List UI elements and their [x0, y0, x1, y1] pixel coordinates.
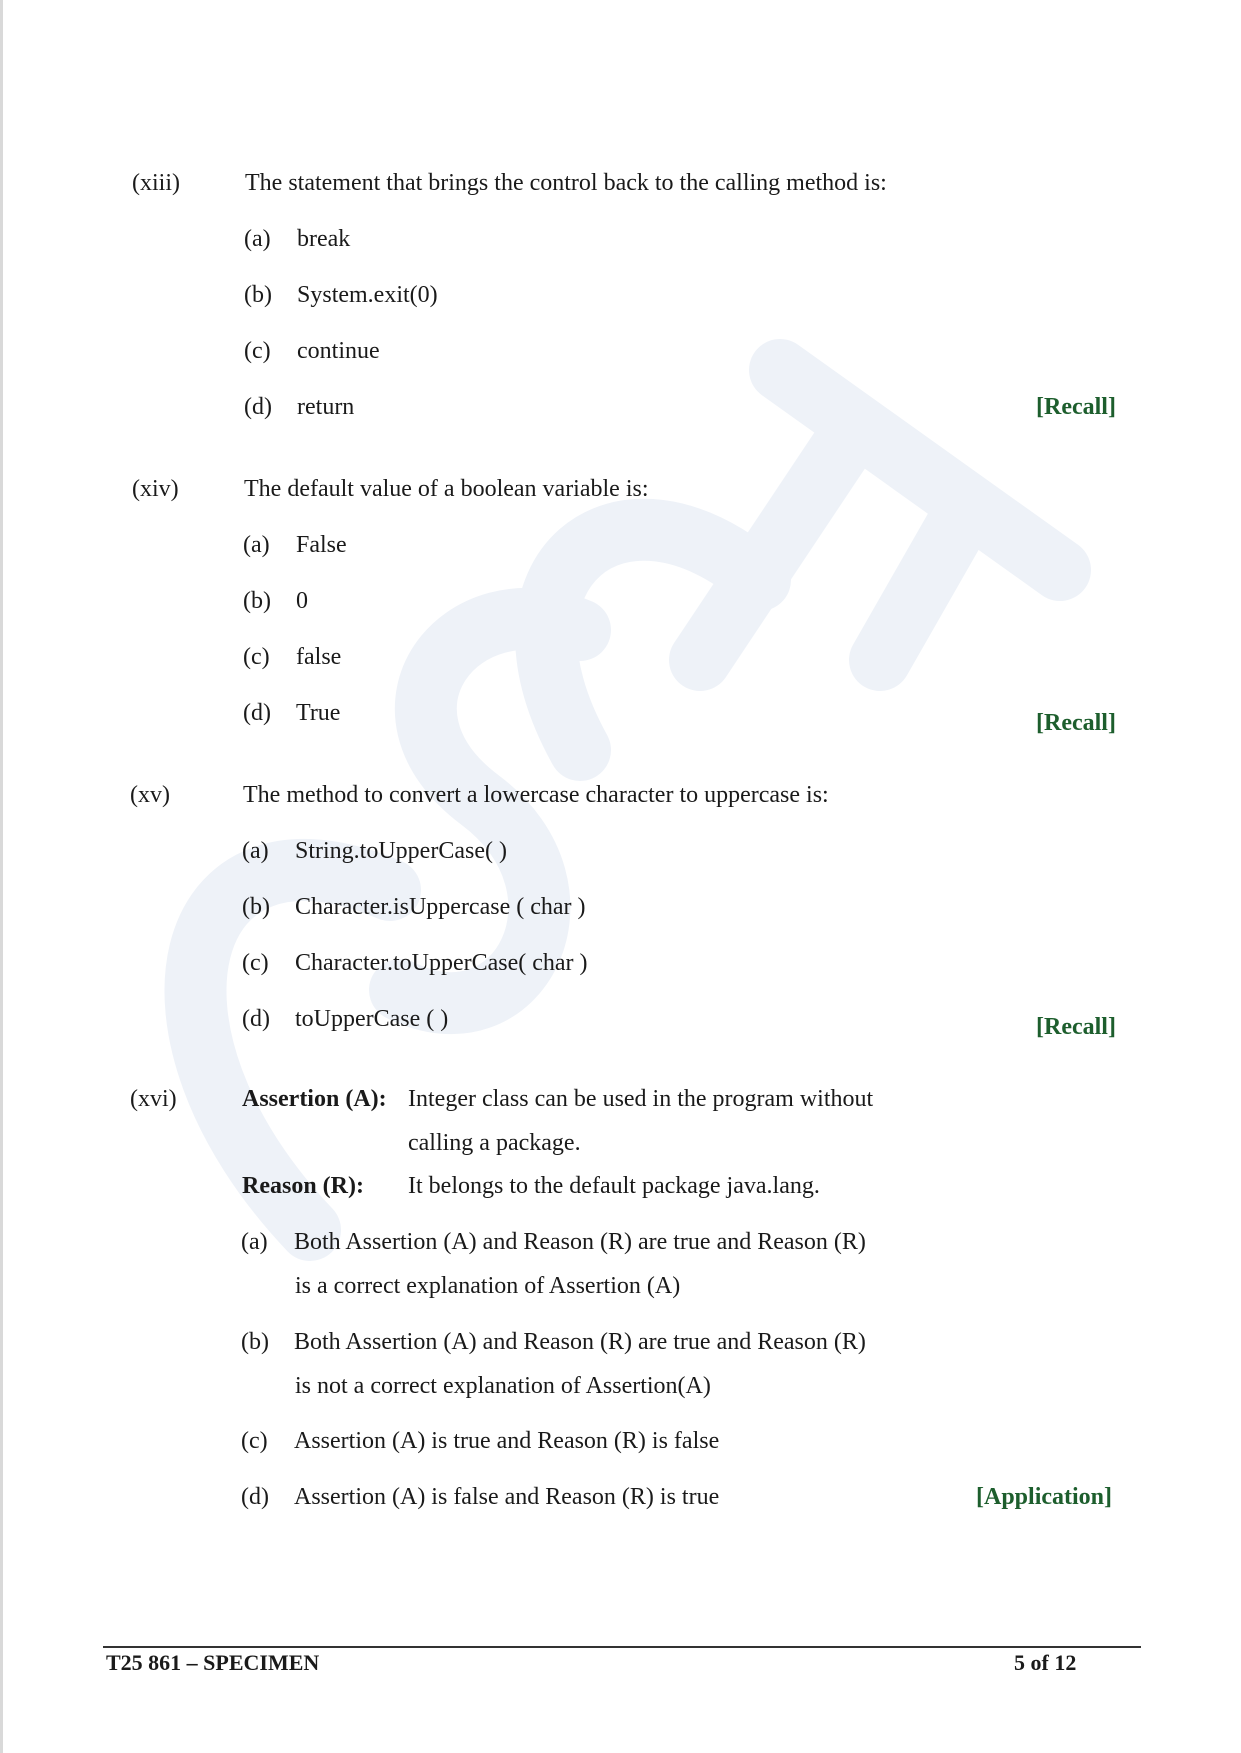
watermark-letter-e	[700, 370, 1060, 660]
reason-text: It belongs to the default package java.lang.	[408, 1173, 820, 1199]
option-label: (a)	[242, 838, 269, 864]
option-d	[242, 1006, 448, 1033]
option-a	[242, 838, 507, 865]
option-label: (a)	[243, 532, 270, 558]
option-label: (c)	[243, 644, 270, 670]
option-text: Character.toUpperCase( char )	[295, 950, 588, 976]
page-number: 5 of 12	[1014, 1650, 1077, 1675]
question-number: (xiv)	[132, 476, 179, 502]
watermark-letter-s	[400, 619, 580, 1003]
assertion-text: Integer class can be used in the program without	[408, 1086, 874, 1112]
option-text: Both Assertion (A) and Reason (R) are true and Reason (R)	[294, 1229, 866, 1255]
question-number: (xvi)	[130, 1086, 177, 1112]
option-b	[242, 894, 586, 921]
watermark-letter-c2	[546, 530, 760, 750]
option-d	[243, 700, 340, 727]
option-label: (a)	[241, 1229, 268, 1255]
assertion-label: Assertion (A):	[242, 1086, 387, 1112]
cognitive-tag: [Recall]	[1036, 710, 1116, 736]
option-label: (c)	[241, 1428, 268, 1454]
option-a	[241, 1229, 866, 1256]
option-d	[244, 394, 354, 421]
question-text: The method to convert a lowercase character to uppercase is:	[243, 782, 829, 808]
option-text: continue	[297, 338, 380, 364]
option-c	[244, 338, 380, 365]
question-text: The statement that brings the control back to the calling method is:	[245, 170, 887, 196]
option-text: Both Assertion (A) and Reason (R) are true and Reason (R)	[294, 1329, 866, 1355]
option-text: String.toUpperCase( )	[295, 838, 507, 864]
option-b	[241, 1329, 866, 1356]
cognitive-tag: [Application]	[976, 1484, 1113, 1510]
option-label: (b)	[242, 894, 270, 920]
option-text: 0	[296, 588, 308, 614]
option-label: (d)	[244, 394, 272, 420]
option-b-cont: is not a correct explanation of Assertion(A)	[295, 1373, 711, 1399]
option-text: return	[297, 394, 355, 420]
paper-code: T25 861 – SPECIMEN	[106, 1650, 320, 1675]
option-text: Assertion (A) is false and Reason (R) is true	[294, 1484, 720, 1510]
option-label: (d)	[241, 1484, 269, 1510]
question-text: The default value of a boolean variable is:	[244, 476, 649, 502]
footer-divider	[103, 1646, 1141, 1648]
option-a	[243, 532, 347, 559]
option-text: false	[296, 644, 342, 670]
option-text: break	[297, 226, 351, 252]
option-b	[243, 588, 308, 615]
option-b	[244, 282, 438, 309]
cognitive-tag: [Recall]	[1036, 394, 1116, 420]
option-d	[241, 1484, 719, 1511]
option-text: False	[296, 532, 347, 558]
option-label: (c)	[242, 950, 269, 976]
question-number: (xv)	[130, 782, 170, 808]
option-text: Character.isUppercase ( char )	[295, 894, 586, 920]
option-label: (c)	[244, 338, 271, 364]
option-c	[243, 644, 341, 671]
option-label: (d)	[243, 700, 271, 726]
option-label: (b)	[241, 1329, 269, 1355]
reason-label: Reason (R):	[242, 1173, 364, 1199]
option-text: toUpperCase ( )	[295, 1006, 449, 1032]
option-label: (b)	[244, 282, 272, 308]
option-a-cont: is a correct explanation of Assertion (A)	[295, 1273, 681, 1299]
option-a	[244, 226, 350, 253]
option-text: True	[296, 700, 341, 726]
option-label: (d)	[242, 1006, 270, 1032]
question-number: (xiii)	[132, 170, 180, 196]
option-c	[241, 1428, 719, 1455]
assertion-text-cont: calling a package.	[408, 1130, 581, 1156]
option-text: Assertion (A) is true and Reason (R) is false	[294, 1428, 720, 1454]
option-label: (a)	[244, 226, 271, 252]
option-c	[242, 950, 588, 977]
page-left-edge	[0, 0, 3, 1753]
option-text: System.exit(0)	[297, 282, 438, 308]
option-label: (b)	[243, 588, 271, 614]
cognitive-tag: [Recall]	[1036, 1014, 1116, 1040]
